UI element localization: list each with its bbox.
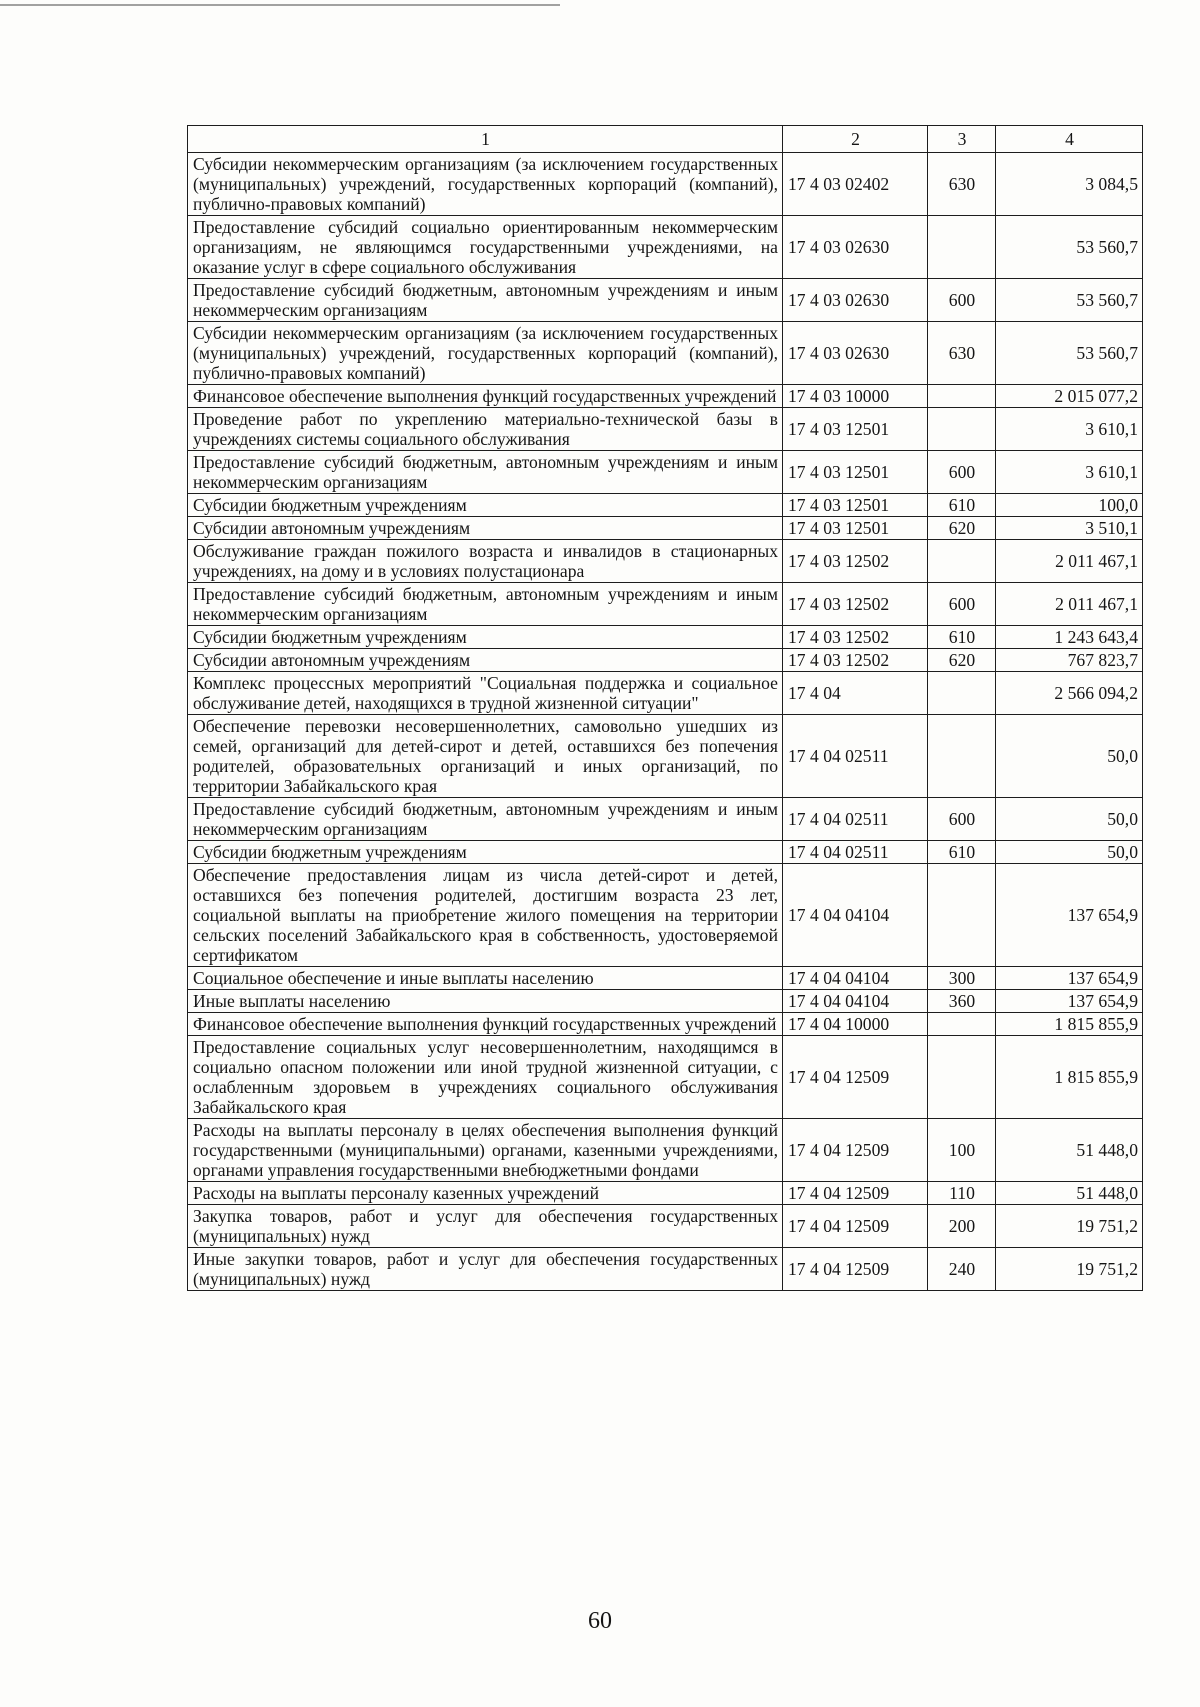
table-row <box>188 990 1143 1013</box>
row-expense-type-cell: 610 <box>928 841 996 864</box>
row-expense-type-cell <box>928 540 996 583</box>
row-code-cell: 17 4 03 12501 <box>783 517 928 540</box>
row-code-cell: 17 4 04 12509 <box>783 1036 928 1119</box>
row-name-cell: Расходы на выплаты персоналу казенных учреждений <box>188 1182 783 1205</box>
row-amount-cell: 51 448,0 <box>996 1182 1143 1205</box>
row-name-cell: Предоставление социальных услуг несовершеннолетним, находящимся в социально опасном положении или иной трудной жизненной ситуации, с ослабленным здоровьем в учреждениях социального обслуживания Забайкальского края <box>188 1036 783 1119</box>
row-name-cell: Комплекс процессных мероприятий "Социальная поддержка и социальное обслуживание детей, находящихся в трудной жизненной ситуации" <box>188 672 783 715</box>
table-row <box>188 279 1143 322</box>
row-amount-cell: 2 566 094,2 <box>996 672 1143 715</box>
row-amount-cell: 2 015 077,2 <box>996 385 1143 408</box>
row-code-cell: 17 4 04 12509 <box>783 1248 928 1291</box>
row-code-cell: 17 4 04 04104 <box>783 990 928 1013</box>
row-expense-type-cell: 620 <box>928 517 996 540</box>
row-expense-type-cell: 630 <box>928 322 996 385</box>
row-amount-cell: 767 823,7 <box>996 649 1143 672</box>
row-expense-type-cell: 630 <box>928 153 996 216</box>
row-expense-type-cell: 600 <box>928 279 996 322</box>
row-code-cell: 17 4 04 02511 <box>783 841 928 864</box>
table-row <box>188 216 1143 279</box>
scan-edge-line <box>0 4 560 6</box>
budget-table <box>187 125 1143 1291</box>
row-name-cell: Иные закупки товаров, работ и услуг для обеспечения государственных (муниципальных) нужд <box>188 1248 783 1291</box>
row-amount-cell: 50,0 <box>996 715 1143 798</box>
row-expense-type-cell: 110 <box>928 1182 996 1205</box>
row-code-cell: 17 4 04 12509 <box>783 1205 928 1248</box>
row-amount-cell: 50,0 <box>996 841 1143 864</box>
row-name-cell: Предоставление субсидий бюджетным, автономным учреждениям и иным некоммерческим организациям <box>188 583 783 626</box>
row-code-cell: 17 4 03 10000 <box>783 385 928 408</box>
row-name-cell: Обеспечение предоставления лицам из числа детей-сирот и детей, оставшихся без попечения родителей, достигшим возраста 23 лет, социальной выплаты на приобретение жилого помещения на территории сельских поселений Забайкальского края в собственность, удостоверяемой сертификатом <box>188 864 783 967</box>
table-row <box>188 322 1143 385</box>
row-name-cell: Обслуживание граждан пожилого возраста и инвалидов в стационарных учреждениях, на дому и в условиях полустационара <box>188 540 783 583</box>
table-row <box>188 672 1143 715</box>
row-amount-cell: 1 815 855,9 <box>996 1036 1143 1119</box>
row-code-cell: 17 4 03 02630 <box>783 279 928 322</box>
table-row <box>188 494 1143 517</box>
row-expense-type-cell: 240 <box>928 1248 996 1291</box>
table-row <box>188 798 1143 841</box>
table-row <box>188 1036 1143 1119</box>
row-name-cell: Финансовое обеспечение выполнения функций государственных учреждений <box>188 385 783 408</box>
row-amount-cell: 1 243 643,4 <box>996 626 1143 649</box>
row-amount-cell: 2 011 467,1 <box>996 583 1143 626</box>
column-number-2: 2 <box>783 126 928 153</box>
row-expense-type-cell <box>928 672 996 715</box>
budget-table-body <box>188 126 1143 1291</box>
row-expense-type-cell <box>928 216 996 279</box>
row-expense-type-cell <box>928 715 996 798</box>
row-name-cell: Предоставление субсидий бюджетным, автономным учреждениям и иным некоммерческим организациям <box>188 798 783 841</box>
row-amount-cell: 51 448,0 <box>996 1119 1143 1182</box>
table-row <box>188 715 1143 798</box>
row-amount-cell: 2 011 467,1 <box>996 540 1143 583</box>
row-expense-type-cell: 610 <box>928 494 996 517</box>
column-number-3: 3 <box>928 126 996 153</box>
row-code-cell: 17 4 03 02402 <box>783 153 928 216</box>
row-name-cell: Субсидии автономным учреждениям <box>188 517 783 540</box>
table-row <box>188 451 1143 494</box>
row-amount-cell: 53 560,7 <box>996 279 1143 322</box>
table-row <box>188 967 1143 990</box>
row-expense-type-cell: 600 <box>928 798 996 841</box>
row-amount-cell: 19 751,2 <box>996 1248 1143 1291</box>
row-name-cell: Предоставление субсидий бюджетным, автономным учреждениям и иным некоммерческим организациям <box>188 279 783 322</box>
row-name-cell: Субсидии некоммерческим организациям (за исключением государственных (муниципальных) учреждений, государственных корпораций (компаний), публично-правовых компаний) <box>188 153 783 216</box>
row-code-cell: 17 4 03 12501 <box>783 451 928 494</box>
table-row <box>188 626 1143 649</box>
table-row <box>188 649 1143 672</box>
row-code-cell: 17 4 04 10000 <box>783 1013 928 1036</box>
row-name-cell: Социальное обеспечение и иные выплаты населению <box>188 967 783 990</box>
table-row <box>188 1013 1143 1036</box>
table-row <box>188 153 1143 216</box>
row-expense-type-cell <box>928 1013 996 1036</box>
table-row <box>188 385 1143 408</box>
row-expense-type-cell <box>928 1036 996 1119</box>
row-name-cell: Проведение работ по укреплению материально-технической базы в учреждениях системы социального обслуживания <box>188 408 783 451</box>
row-code-cell: 17 4 04 12509 <box>783 1182 928 1205</box>
row-code-cell: 17 4 04 <box>783 672 928 715</box>
row-code-cell: 17 4 03 02630 <box>783 322 928 385</box>
row-code-cell: 17 4 03 02630 <box>783 216 928 279</box>
table-row <box>188 1119 1143 1182</box>
column-number-4: 4 <box>996 126 1143 153</box>
row-amount-cell: 53 560,7 <box>996 216 1143 279</box>
row-expense-type-cell <box>928 385 996 408</box>
row-code-cell: 17 4 04 04104 <box>783 864 928 967</box>
row-amount-cell: 1 815 855,9 <box>996 1013 1143 1036</box>
table-row <box>188 517 1143 540</box>
row-code-cell: 17 4 03 12502 <box>783 540 928 583</box>
table-row <box>188 583 1143 626</box>
row-name-cell: Предоставление субсидий социально ориентированным некоммерческим организациям, не являющимся государственными учреждениями, на оказание услуг в сфере социального обслуживания <box>188 216 783 279</box>
row-amount-cell: 3 510,1 <box>996 517 1143 540</box>
row-expense-type-cell: 600 <box>928 583 996 626</box>
row-amount-cell: 53 560,7 <box>996 322 1143 385</box>
column-number-header-row <box>188 126 1143 153</box>
table-row <box>188 540 1143 583</box>
document-sheet <box>187 125 1143 1291</box>
row-code-cell: 17 4 03 12502 <box>783 626 928 649</box>
row-code-cell: 17 4 03 12502 <box>783 649 928 672</box>
row-amount-cell: 3 610,1 <box>996 451 1143 494</box>
row-name-cell: Субсидии некоммерческим организациям (за исключением государственных (муниципальных) учреждений, государственных корпораций (компаний), публично-правовых компаний) <box>188 322 783 385</box>
row-name-cell: Обеспечение перевозки несовершеннолетних, самовольно ушедших из семей, организаций для детей-сирот и детей, оставшихся без попечения родителей, образовательных организаций и иных организаций, по территории Забайкальского края <box>188 715 783 798</box>
row-code-cell: 17 4 03 12501 <box>783 408 928 451</box>
row-amount-cell: 3 084,5 <box>996 153 1143 216</box>
row-amount-cell: 100,0 <box>996 494 1143 517</box>
row-code-cell: 17 4 03 12501 <box>783 494 928 517</box>
row-expense-type-cell: 300 <box>928 967 996 990</box>
table-row <box>188 841 1143 864</box>
column-number-1: 1 <box>188 126 783 153</box>
row-amount-cell: 137 654,9 <box>996 990 1143 1013</box>
row-expense-type-cell: 100 <box>928 1119 996 1182</box>
row-code-cell: 17 4 04 12509 <box>783 1119 928 1182</box>
row-expense-type-cell: 360 <box>928 990 996 1013</box>
table-row <box>188 1205 1143 1248</box>
row-name-cell: Субсидии автономным учреждениям <box>188 649 783 672</box>
row-name-cell: Финансовое обеспечение выполнения функций государственных учреждений <box>188 1013 783 1036</box>
row-amount-cell: 19 751,2 <box>996 1205 1143 1248</box>
row-expense-type-cell: 600 <box>928 451 996 494</box>
row-name-cell: Субсидии бюджетным учреждениям <box>188 626 783 649</box>
page-number: 60 <box>588 1608 612 1634</box>
row-name-cell: Расходы на выплаты персоналу в целях обеспечения выполнения функций государственными (муниципальными) органами, казенными учреждениями, органами управления государственными внебюджетными фондами <box>188 1119 783 1182</box>
table-row <box>188 1248 1143 1291</box>
row-amount-cell: 137 654,9 <box>996 864 1143 967</box>
table-row <box>188 864 1143 967</box>
table-row <box>188 408 1143 451</box>
row-code-cell: 17 4 04 02511 <box>783 798 928 841</box>
row-expense-type-cell <box>928 864 996 967</box>
row-expense-type-cell: 200 <box>928 1205 996 1248</box>
row-name-cell: Субсидии бюджетным учреждениям <box>188 494 783 517</box>
row-name-cell: Субсидии бюджетным учреждениям <box>188 841 783 864</box>
row-expense-type-cell: 620 <box>928 649 996 672</box>
row-amount-cell: 50,0 <box>996 798 1143 841</box>
row-code-cell: 17 4 03 12502 <box>783 583 928 626</box>
row-expense-type-cell: 610 <box>928 626 996 649</box>
row-name-cell: Иные выплаты населению <box>188 990 783 1013</box>
row-code-cell: 17 4 04 02511 <box>783 715 928 798</box>
row-amount-cell: 137 654,9 <box>996 967 1143 990</box>
row-name-cell: Закупка товаров, работ и услуг для обеспечения государственных (муниципальных) нужд <box>188 1205 783 1248</box>
row-name-cell: Предоставление субсидий бюджетным, автономным учреждениям и иным некоммерческим организациям <box>188 451 783 494</box>
row-expense-type-cell <box>928 408 996 451</box>
row-code-cell: 17 4 04 04104 <box>783 967 928 990</box>
row-amount-cell: 3 610,1 <box>996 408 1143 451</box>
table-row <box>188 1182 1143 1205</box>
